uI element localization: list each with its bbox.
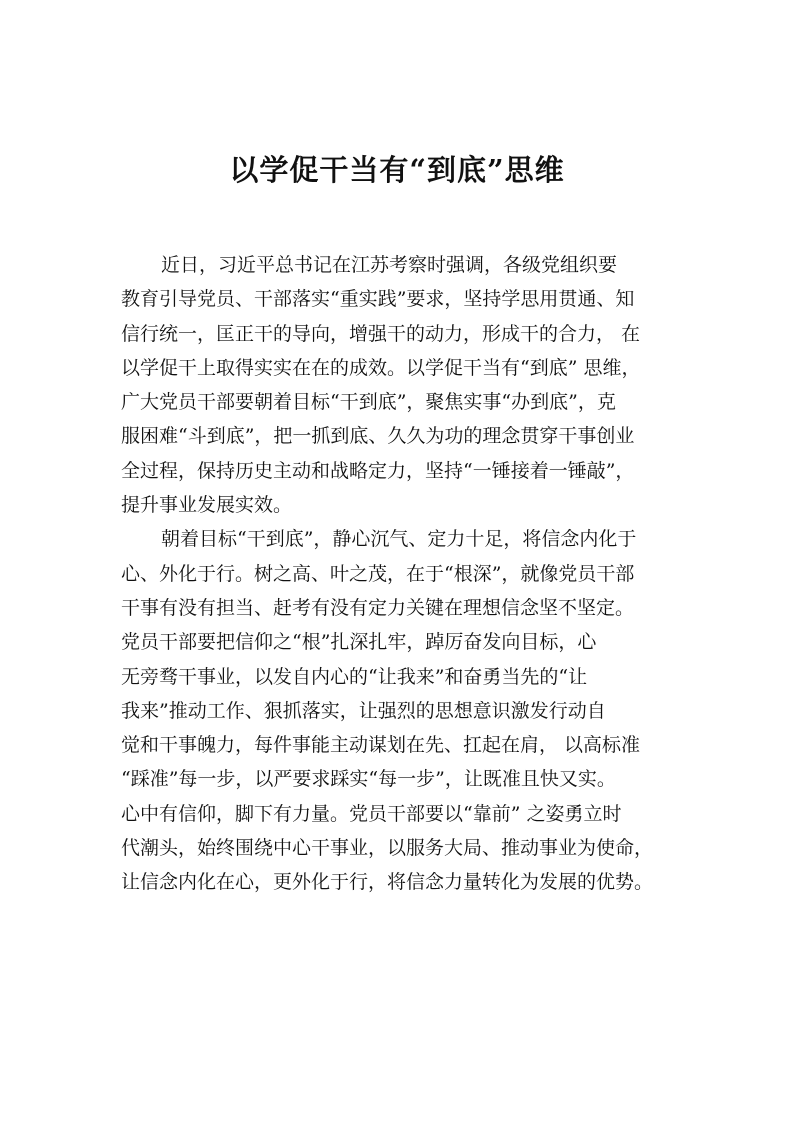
paragraph-line: 觉和干事魄力，每件事能主动谋划在先、扛起在肩， 以高标准 (121, 734, 641, 757)
paragraph-line: 我来”推动工作、狠抓落实，让强烈的思想意识激发行动自 (121, 699, 606, 722)
document-body (121, 248, 721, 900)
paragraph-line: 心中有信仰，脚下有力量。党员干部要以“靠前” 之姿勇立时 (121, 802, 622, 825)
paragraph-line: 干事有没有担当、赶考有没有定力关键在理想信念坚不坚定。 (121, 596, 635, 619)
paragraph-line: 代潮头，始终围绕中心干事业，以服务大局、推动事业为使命， (121, 837, 654, 860)
paragraph-line: 让信念内化在心，更外化于行，将信念力量转化为发展的优势。 (121, 871, 654, 894)
paragraph-line: 朝着目标“干到底”，静心沉气、定力十足，将信念内化于 (161, 528, 637, 551)
paragraph-line: “踩准”每一步，以严要求踩实“每一步”，让既准且快又实。 (121, 768, 616, 791)
paragraph-line: 信行统一，匡正干的导向，增强干的动力，形成干的合力， 在 (121, 322, 641, 345)
paragraph-line: 全过程，保持历史主动和战略定力，坚持“一锤接着一锤敲”， (121, 459, 635, 482)
paragraph-line: 提升事业发展实效。 (121, 494, 293, 517)
paragraph-line: 以学促干上取得实实在在的成效。以学促干当有“到底” 思维， (121, 356, 641, 379)
paragraph-line: 无旁骛干事业，以发自内心的“让我来”和奋勇当先的“让 (121, 665, 588, 688)
paragraph-line: 近日，习近平总书记在江苏考察时强调，各级党组织要 (161, 254, 618, 276)
paragraph-line: 心、外化于行。树之高、叶之茂，在于“根深”，就像党员干部 (121, 562, 635, 585)
paragraph-line: 教育引导党员、干部落实“重实践”要求，坚持学思用贯通、知 (121, 288, 635, 311)
paragraph-line: 党员干部要把信仰之“根”扎深扎牢，踔厉奋发向目标，心 (121, 631, 597, 654)
paragraph-line: 广大党员干部要朝着目标“干到底”，聚焦实事“办到底”，克 (121, 391, 616, 414)
document-title: 以学促干当有“到底”思维 (229, 153, 565, 187)
paragraph-line: 服困难“斗到底”，把一抓到底、久久为功的理念贯穿干事创业 (121, 425, 635, 448)
